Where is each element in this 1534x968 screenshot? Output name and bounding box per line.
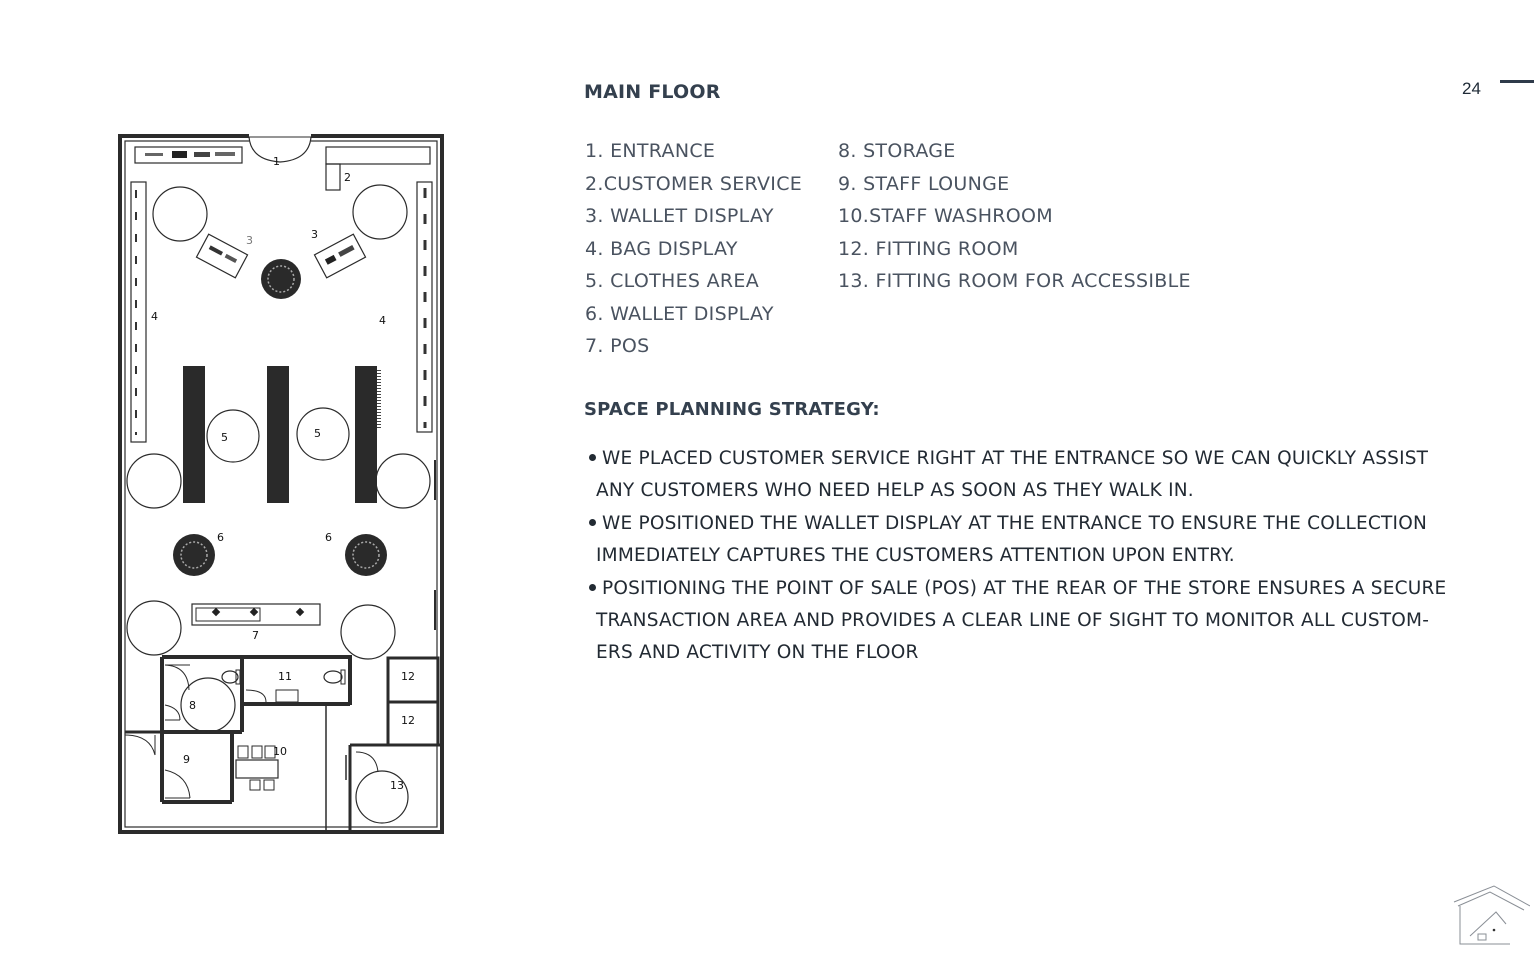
bullet-text: POSITIONING THE POINT OF SALE (POS) AT THE REAR OF THE STORE ENSURES A SECURE [602, 577, 1447, 599]
fp-label-fitting-room: 12 [401, 714, 415, 727]
fp-label-staff-lounge: 9 [183, 753, 190, 766]
bullet-text: TRANSACTION AREA AND PROVIDES A CLEAR LINE OF SIGHT TO MONITOR ALL CUSTOM- [596, 610, 1430, 632]
legend-item: 2.CUSTOMER SERVICE [585, 172, 803, 195]
bullet-text: WE POSITIONED THE WALLET DISPLAY AT THE ENTRANCE TO ENSURE THE COLLECTION [602, 512, 1427, 534]
legend-item: 6. WALLET DISPLAY [585, 302, 774, 325]
fp-label-wallet-display-round: 6 [325, 531, 332, 544]
bullet-text: ANY CUSTOMERS WHO NEED HELP AS SOON AS THEY WALK IN. [596, 480, 1194, 502]
fp-label-customer-service: 2 [344, 171, 351, 184]
legend-item: 7. POS [585, 335, 650, 357]
bullet-dot-icon [589, 454, 596, 461]
legend-item: 8. STORAGE [838, 140, 956, 162]
bullet-dot-icon [589, 519, 596, 526]
strategy-bullet [586, 508, 1466, 573]
legend-column-1 [585, 137, 802, 365]
legend-item: 12. FITTING ROOM [838, 237, 1019, 260]
strategy-bullet [586, 573, 1466, 670]
fp-label-bag-display: 4 [151, 310, 158, 323]
page-title: MAIN FLOOR [584, 81, 721, 103]
bullet-dot-icon [589, 584, 596, 591]
legend-item: 10.STAFF WASHROOM [838, 205, 1053, 227]
fp-label-fitting-room: 12 [401, 670, 415, 683]
house-logo-icon [1450, 884, 1530, 954]
fp-label-clothes-area: 5 [314, 427, 321, 440]
legend-item: 1. ENTRANCE [585, 140, 716, 162]
legend-item: 4. BAG DISPLAY [585, 237, 738, 260]
bullet-text: WE PLACED CUSTOMER SERVICE RIGHT AT THE ENTRANCE SO WE CAN QUICKLY ASSIST [602, 448, 1429, 469]
fp-label-accessible-fitting-room: 13 [390, 779, 404, 792]
bullet-text: IMMEDIATELY CAPTURES THE CUSTOMERS ATTENTION UPON ENTRY. [596, 545, 1235, 567]
fp-label-storage: 8 [189, 699, 196, 712]
legend-item: 3. WALLET DISPLAY [585, 205, 774, 227]
fp-label-bag-display: 4 [379, 314, 386, 327]
fp-label-clothes-area: 5 [221, 431, 228, 444]
fp-label-wallet-display-round: 6 [217, 531, 224, 544]
strategy-bullets [586, 443, 1466, 670]
fp-label-pos: 7 [252, 629, 259, 642]
fp-label-wallet-display: 3 [311, 228, 318, 241]
strategy-bullet [586, 443, 1466, 508]
strategy-heading: SPACE PLANNING STRATEGY: [584, 399, 880, 420]
legend-column-2 [838, 137, 1191, 300]
fp-label-staff-washroom: 10 [273, 745, 287, 758]
legend-item: 13. FITTING ROOM FOR ACCESSIBLE [838, 270, 1191, 292]
page-rule [1500, 80, 1534, 83]
bullet-text: ERS AND ACTIVITY ON THE FLOOR [596, 642, 919, 664]
legend-item: 5. CLOTHES AREA [585, 270, 759, 292]
fp-label-wallet-display: 3 [246, 234, 253, 247]
page-number: 24 [1462, 79, 1481, 98]
fp-label-entrance: 1 [273, 155, 280, 168]
fp-label-washroom: 11 [278, 670, 292, 683]
floor-plan [116, 130, 448, 838]
legend-item: 9. STAFF LOUNGE [838, 172, 1010, 195]
